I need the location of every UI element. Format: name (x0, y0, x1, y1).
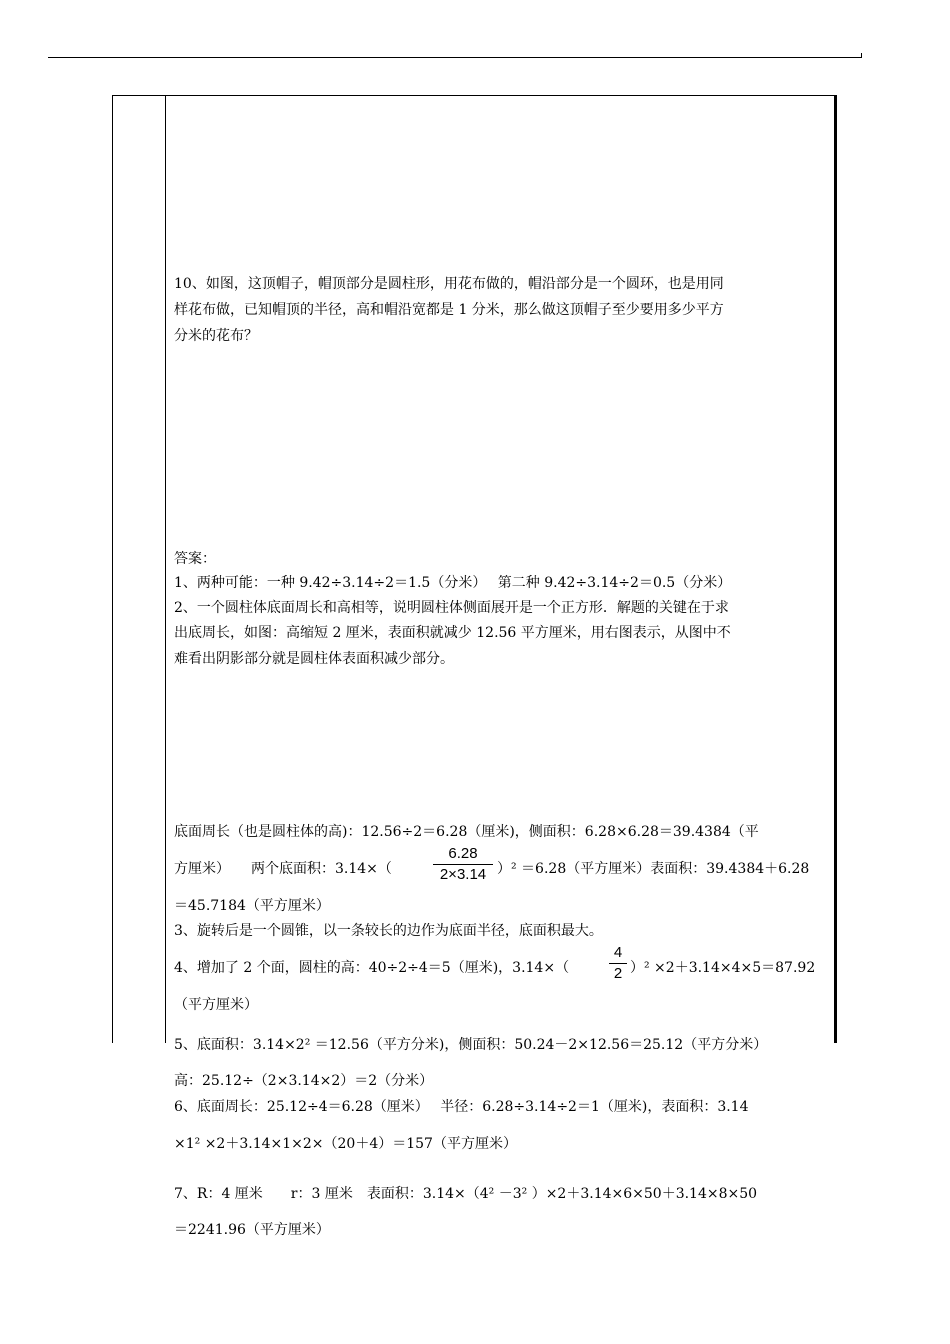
answer-4-line-1-end: ）² ×2＋3.14×4×5＝87.92 (630, 960, 816, 976)
answer-2-line-5-end: ）² ＝6.28（平方厘米）表面积：39.4384＋6.28 (497, 861, 810, 877)
answer-2-line-3: 难看出阴影部分就是圆柱体表面积减少部分。 (174, 651, 454, 667)
answer-2-line-6: ＝45.7184（平方厘米） (174, 898, 330, 914)
page-header-rule (48, 57, 862, 58)
answer-2-line-4: 底面周长（也是圆柱体的高)：12.56÷2＝6.28（厘米)，侧面积：6.28×6.28＝39.4384（平 (174, 824, 759, 840)
table-column-divider (165, 95, 166, 1043)
question-10-line-2: 样花布做，已知帽顶的半径，高和帽沿宽都是 1 分米，那么做这顶帽子至少要用多少平方 (174, 302, 724, 318)
answer-1: 1、两种可能：一种 9.42÷3.14÷2＝1.5（分米） 第二种 9.42÷3.14÷2＝0.5（分米） (174, 575, 732, 591)
fraction-numerator: 4 (613, 944, 623, 961)
fraction-base-area (432, 844, 494, 885)
answer-5-line-2: 高：25.12÷（2×3.14×2）＝2（分米） (174, 1073, 434, 1089)
answer-7-line-2: ＝2241.96（平方厘米） (174, 1222, 330, 1238)
fraction-denominator: 2×3.14 (439, 866, 487, 883)
fraction-numerator: 6.28 (448, 845, 478, 862)
answer-4-line-1-start: 4、增加了 2 个面，圆柱的高：40÷2÷4＝5（厘米)，3.14×（ (174, 960, 570, 976)
answer-6-line-1: 6、底面周长：25.12÷4＝6.28（厘米） 半径：6.28÷3.14÷2＝1（厘米)，表面积：3.14 (174, 1099, 749, 1115)
answer-3: 3、旋转后是一个圆锥，以一条较长的边作为底面半径，底面积最大。 (174, 923, 603, 939)
answer-5-line-1: 5、底面积：3.14×2² ＝12.56（平方分米)，侧面积：50.24－2×12.56＝25.12（平方分米） (174, 1037, 768, 1053)
answers-heading: 答案： (174, 551, 216, 567)
fraction-denominator: 2 (613, 965, 623, 982)
answer-6-line-2: ×1² ×2＋3.14×1×2×（20＋4）＝157（平方厘米） (174, 1136, 517, 1152)
answer-7-line-1: 7、R：4 厘米 r：3 厘米 表面积：3.14×（4² －3² ）×2＋3.14×6×50＋3.14×8×50 (174, 1186, 758, 1202)
question-10-line-1: 10、如图，这顶帽子，帽顶部分是圆柱形，用花布做的，帽沿部分是一个圆环，也是用同 (174, 276, 724, 292)
answer-2-line-1: 2、一个圆柱体底面周长和高相等，说明圆柱体侧面展开是一个正方形．解题的关键在于求 (174, 600, 729, 616)
fraction-radius (608, 943, 628, 984)
answer-2-line-2: 出底周长，如图：高缩短 2 厘米，表面积就减少 12.56 平方厘米，用右图表示，从图中不 (174, 625, 731, 641)
question-10-line-3: 分米的花布？ (174, 328, 258, 344)
answer-2-line-5-start: 方厘米） 两个底面积：3.14×（ (174, 861, 392, 877)
answer-4-line-2: （平方厘米） (174, 997, 258, 1013)
